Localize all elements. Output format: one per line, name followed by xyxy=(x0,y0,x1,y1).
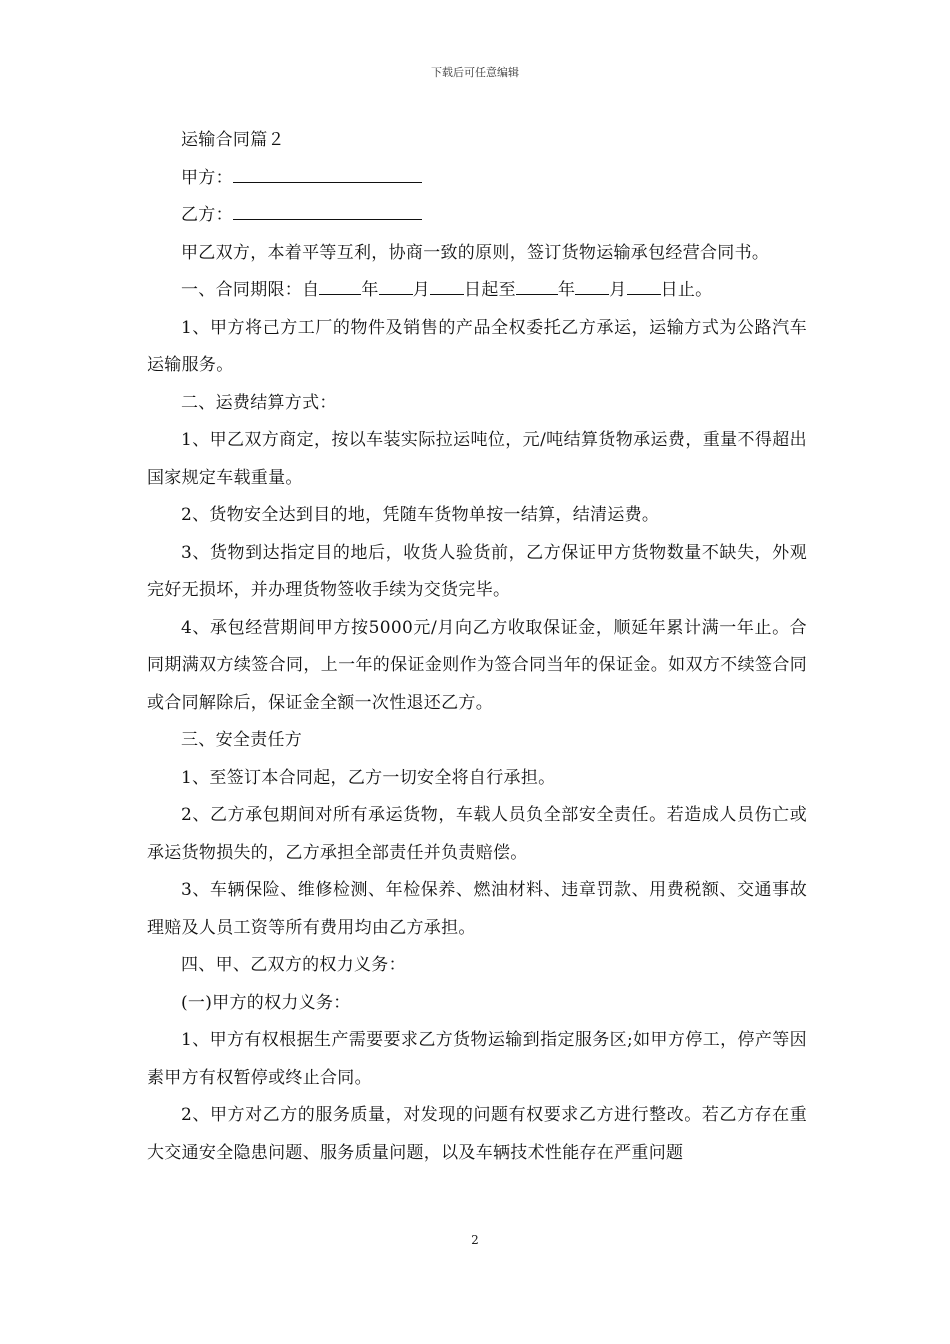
paragraph-4-2: 2、甲方对乙方的服务质量，对发现的问题有权要求乙方进行整改。若乙方存在重大交通安全隐患问题、服务质量问题，以及车辆技术性能存在严重问题 xyxy=(147,1105,807,1163)
page-header: 下载后可任意编辑 xyxy=(431,66,519,79)
paragraph-intro: 甲乙双方，本着平等互利，协商一致的原则，签订货物运输承包经营合同书。 xyxy=(181,242,770,263)
party-a-line xyxy=(147,160,807,198)
term-text-month: 月 xyxy=(412,280,431,300)
paragraph-2-2: 2、货物安全达到目的地，凭随车货物单按一结算，结清运费。 xyxy=(181,505,660,525)
subsection-heading-4-1: (一)甲方的权力义务： xyxy=(181,992,351,1013)
paragraph-3-2: 2、乙方承包期间对所有承运货物，车载人员负全部安全责任。若造成人员伤亡或承运货物损失的，乙方承担全部责任并负责赔偿。 xyxy=(147,805,807,863)
paragraph-2-3: 3、货物到达指定目的地后，收货人验货前，乙方保证甲方货物数量不缺失，外观完好无损坏，并办理货物签收手续为交货完毕。 xyxy=(147,542,807,600)
term-blank-month-start xyxy=(379,276,413,295)
term-text-to: 日起至 xyxy=(464,280,516,300)
paragraph-3-3: 3、车辆保险、维修检测、年检保养、燃油材料、违章罚款、用费税额、交通事故理赔及人员工资等所有费用均由乙方承担。 xyxy=(147,880,807,938)
section-heading-4: 四、甲、乙双方的权力义务： xyxy=(181,955,406,975)
paragraph-1: 1、甲方将己方工厂的物件及销售的产品全权委托乙方承运，运输方式为公路汽车运输服务。 xyxy=(147,317,807,375)
term-blank-year-end xyxy=(516,276,558,295)
party-b-line xyxy=(147,197,807,235)
term-text-year: 年 xyxy=(361,280,379,300)
term-blank-day-start xyxy=(430,276,464,295)
section-heading-2: 二、运费结算方式： xyxy=(181,392,337,413)
paragraph-2-4: 4、承包经营期间甲方按5000元/月向乙方收取保证金，顺延年累计满一年止。合同期满双方续签合同，上一年的保证金则作为签合同当年的保证金。如双方不续签合同或合同解除后，保证金全额一次性退还乙方。 xyxy=(147,617,807,713)
party-b-blank xyxy=(233,201,422,220)
document-body xyxy=(147,122,807,1172)
party-a-label: 甲方： xyxy=(181,167,233,188)
term-text-from: 一、合同期限：自 xyxy=(181,280,320,300)
paragraph-2-1: 1、甲乙双方商定，按以车装实际拉运吨位，元/吨结算货物承运费，重量不得超出国家规定车载重量。 xyxy=(147,430,807,488)
section-heading-3: 三、安全责任方 xyxy=(181,730,303,750)
page-number: 2 xyxy=(471,1233,479,1247)
paragraph-4-1: 1、甲方有权根据生产需要要求乙方货物运输到指定服务区;如甲方停工，停产等因素甲方有权暂停或终止合同。 xyxy=(147,1030,807,1088)
term-blank-month-end xyxy=(575,276,609,295)
term-text-year-end: 年 xyxy=(557,280,576,300)
paragraph-3-1: 1、至签订本合同起，乙方一切安全将自行承担。 xyxy=(181,767,556,788)
document-title: 运输合同篇２ xyxy=(181,130,285,150)
term-blank-year-start xyxy=(319,276,361,295)
contract-term-line xyxy=(147,272,807,310)
party-a-blank xyxy=(233,164,422,183)
term-text-month-end: 月 xyxy=(609,280,627,300)
term-text-end: 日止。 xyxy=(660,280,713,300)
term-blank-day-end xyxy=(627,276,661,295)
party-b-label: 乙方： xyxy=(181,205,233,225)
